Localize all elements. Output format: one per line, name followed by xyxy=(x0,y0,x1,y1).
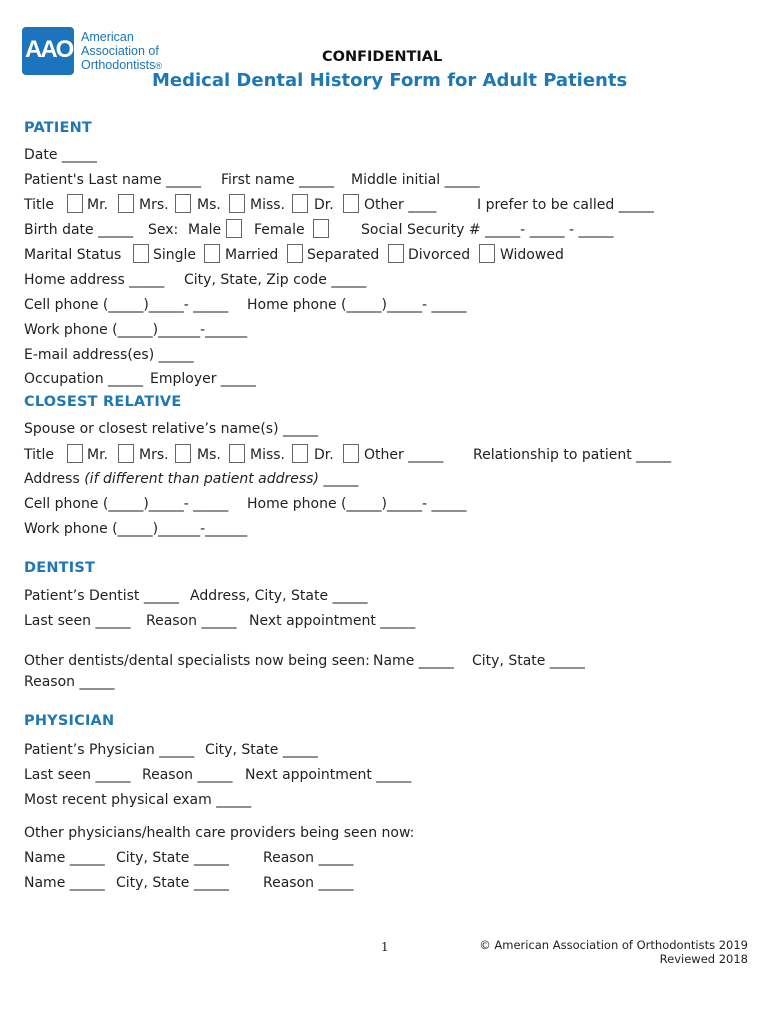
title-mr-label: Mr. xyxy=(87,197,108,213)
relative-address-field[interactable] xyxy=(24,470,358,488)
title-miss-label: Miss. xyxy=(250,197,286,213)
dentist-reason-field[interactable]: Reason _____ xyxy=(146,613,237,629)
middle-initial-field[interactable]: Middle initial _____ xyxy=(351,172,480,188)
relative-title-dr-label: Dr. xyxy=(314,447,334,463)
marital-status-label: Marital Status xyxy=(24,247,122,263)
relative-work-phone-field[interactable]: Work phone (_____)______-______ xyxy=(24,521,248,537)
sex-female-checkbox[interactable] xyxy=(313,219,329,238)
sex-male-label: Male xyxy=(188,222,222,238)
logo-mark-text: AAO xyxy=(25,36,73,63)
other-dentist-name-field[interactable]: Name _____ xyxy=(373,653,454,669)
city-state-zip-field[interactable]: City, State, Zip code _____ xyxy=(184,272,367,288)
marital-married-label: Married xyxy=(225,247,279,263)
email-field[interactable]: E-mail address(es) _____ xyxy=(24,347,194,363)
date-field[interactable]: Date _____ xyxy=(24,147,97,163)
physician-city-field[interactable]: City, State _____ xyxy=(205,742,318,758)
marital-widowed-checkbox[interactable] xyxy=(479,244,495,263)
first-name-field[interactable]: First name _____ xyxy=(221,172,335,188)
other-physician-name-field[interactable]: Name _____ xyxy=(24,850,105,866)
other-physician-name-field[interactable]: Name _____ xyxy=(24,875,105,891)
reviewed-line: Reviewed 2018 xyxy=(659,952,748,966)
physician-heading: PHYSICIAN xyxy=(24,713,115,729)
dentist-address-field[interactable]: Address, City, State _____ xyxy=(190,588,368,604)
logo-reg: ® xyxy=(155,61,162,71)
relative-cell-phone-field[interactable]: Cell phone (_____)_____- _____ xyxy=(24,496,229,512)
relative-title-mrs-label: Mrs. xyxy=(139,447,169,463)
closest-relative-heading: CLOSEST RELATIVE xyxy=(24,394,182,410)
marital-single-label: Single xyxy=(153,247,197,263)
relative-address-note: (if different than patient address) xyxy=(84,471,319,487)
title-mrs-checkbox[interactable] xyxy=(118,194,134,213)
other-physician-city-field[interactable]: City, State _____ xyxy=(116,850,229,866)
employer-field[interactable]: Employer _____ xyxy=(150,371,256,387)
dentist-last-seen-field[interactable]: Last seen _____ xyxy=(24,613,131,629)
cell-phone-field[interactable]: Cell phone (_____)_____- _____ xyxy=(24,297,229,313)
other-dentist-city-field[interactable]: City, State _____ xyxy=(472,653,585,669)
relative-address-label: Address xyxy=(24,471,80,487)
marital-single-checkbox[interactable] xyxy=(133,244,149,263)
physician-reason-field[interactable]: Reason _____ xyxy=(142,767,233,783)
logo-line-1: American xyxy=(81,30,134,44)
marital-divorced-label: Divorced xyxy=(408,247,471,263)
marital-widowed-label: Widowed xyxy=(500,247,564,263)
other-dentists-label: Other dentists/dental specialists now being seen: xyxy=(24,653,370,669)
aao-logo-text xyxy=(81,30,162,73)
other-dentist-reason-field[interactable]: Reason _____ xyxy=(24,674,115,690)
copyright-line: © American Association of Orthodontists 2019 xyxy=(479,938,748,952)
footer-copyright xyxy=(479,938,748,966)
sex-male-checkbox[interactable] xyxy=(226,219,242,238)
relative-title-ms-checkbox[interactable] xyxy=(175,444,191,463)
ssn-field[interactable]: Social Security # _____- _____ - _____ xyxy=(361,222,614,238)
relative-title-other-label[interactable]: Other _____ xyxy=(364,447,444,463)
title-mr-checkbox[interactable] xyxy=(67,194,83,213)
occupation-field[interactable]: Occupation _____ xyxy=(24,371,144,387)
logo-line-3: Orthodontists xyxy=(81,58,156,72)
other-physician-reason-field[interactable]: Reason _____ xyxy=(263,875,354,891)
title-miss-checkbox[interactable] xyxy=(229,194,245,213)
relative-title-label: Title xyxy=(24,447,55,463)
relative-address-blank: _____ xyxy=(323,471,359,487)
relative-title-miss-label: Miss. xyxy=(250,447,286,463)
relative-title-other-checkbox[interactable] xyxy=(343,444,359,463)
marital-separated-label: Separated xyxy=(307,247,380,263)
relative-title-miss-checkbox[interactable] xyxy=(229,444,245,463)
marital-separated-checkbox[interactable] xyxy=(287,244,303,263)
other-physicians-label: Other physicians/health care providers being seen now: xyxy=(24,825,415,841)
prefer-called-field[interactable]: I prefer to be called _____ xyxy=(477,197,654,213)
other-physician-reason-field[interactable]: Reason _____ xyxy=(263,850,354,866)
title-ms-label: Ms. xyxy=(197,197,221,213)
physician-next-appointment-field[interactable]: Next appointment _____ xyxy=(245,767,412,783)
spouse-name-field[interactable]: Spouse or closest relative’s name(s) _____ xyxy=(24,421,319,437)
recent-physical-exam-field[interactable]: Most recent physical exam _____ xyxy=(24,792,252,808)
logo-line-2: Association of xyxy=(81,44,159,58)
home-address-field[interactable]: Home address _____ xyxy=(24,272,165,288)
relative-title-dr-checkbox[interactable] xyxy=(292,444,308,463)
patients-physician-field[interactable]: Patient’s Physician _____ xyxy=(24,742,195,758)
page-title: Medical Dental History Form for Adult Patients xyxy=(152,70,628,91)
title-dr-checkbox[interactable] xyxy=(292,194,308,213)
confidential-label: CONFIDENTIAL xyxy=(322,49,443,65)
title-other-label[interactable]: Other ____ xyxy=(364,197,437,213)
sex-label: Sex: xyxy=(148,222,179,238)
work-phone-field[interactable]: Work phone (_____)______-______ xyxy=(24,322,248,338)
relative-title-mr-checkbox[interactable] xyxy=(67,444,83,463)
birth-date-field[interactable]: Birth date _____ xyxy=(24,222,134,238)
dentist-heading: DENTIST xyxy=(24,560,96,576)
title-other-checkbox[interactable] xyxy=(343,194,359,213)
relative-home-phone-field[interactable]: Home phone (_____)_____- _____ xyxy=(247,496,467,512)
physician-last-seen-field[interactable]: Last seen _____ xyxy=(24,767,131,783)
relative-title-mrs-checkbox[interactable] xyxy=(118,444,134,463)
aao-logo-mark xyxy=(22,27,74,75)
relative-title-ms-label: Ms. xyxy=(197,447,221,463)
home-phone-field[interactable]: Home phone (_____)_____- _____ xyxy=(247,297,467,313)
patients-dentist-field[interactable]: Patient’s Dentist _____ xyxy=(24,588,179,604)
marital-divorced-checkbox[interactable] xyxy=(388,244,404,263)
dentist-next-appointment-field[interactable]: Next appointment _____ xyxy=(249,613,416,629)
last-name-field[interactable]: Patient's Last name _____ xyxy=(24,172,202,188)
other-physician-city-field[interactable]: City, State _____ xyxy=(116,875,229,891)
title-mrs-label: Mrs. xyxy=(139,197,169,213)
title-ms-checkbox[interactable] xyxy=(175,194,191,213)
sex-female-label: Female xyxy=(254,222,305,238)
marital-married-checkbox[interactable] xyxy=(204,244,220,263)
relative-title-mr-label: Mr. xyxy=(87,447,108,463)
relationship-field[interactable]: Relationship to patient _____ xyxy=(473,447,672,463)
page-number: 1 xyxy=(381,940,389,954)
patient-heading: PATIENT xyxy=(24,120,93,136)
title-label: Title xyxy=(24,197,55,213)
title-dr-label: Dr. xyxy=(314,197,334,213)
